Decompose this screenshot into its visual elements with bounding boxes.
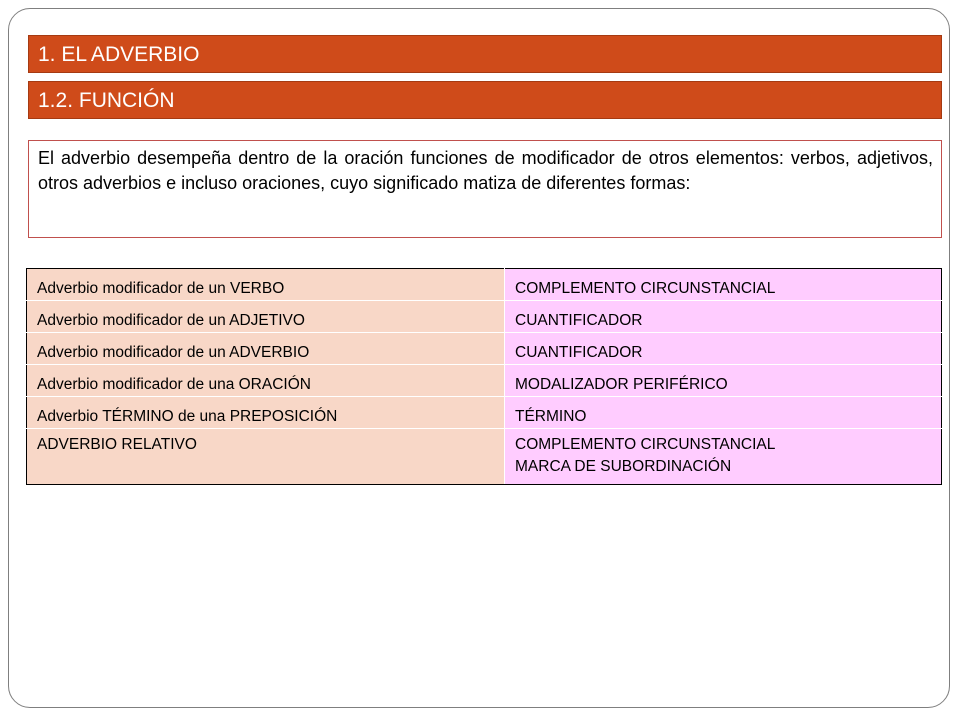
adverb-type-cell: Adverbio modificador de un ADJETIVO [27, 301, 505, 333]
function-line: MARCA DE SUBORDINACIÓN [515, 458, 732, 475]
adverb-function-cell [505, 301, 942, 333]
function-line: CUANTIFICADOR [515, 344, 643, 361]
adverb-type-cell: Adverbio modificador de un VERBO [27, 269, 505, 301]
table-row [27, 365, 942, 397]
adverb-function-cell [505, 397, 942, 429]
function-line: COMPLEMENTO CIRCUNSTANCIAL [515, 436, 776, 453]
function-line: COMPLEMENTO CIRCUNSTANCIAL [515, 280, 776, 297]
adverb-function-table [26, 268, 942, 485]
table-row [27, 269, 942, 301]
function-line: CUANTIFICADOR [515, 312, 643, 329]
adverb-function-cell [505, 333, 942, 365]
adverb-function-cell [505, 269, 942, 301]
intro-paragraph: El adverbio desempeña dentro de la oración funciones de modificador de otros elementos: verbos, adjetivos, otros adverbios e incluso oraciones, cuyo significado matiza de diferentes formas: [28, 140, 942, 238]
table-row [27, 397, 942, 429]
adverb-type-cell: Adverbio modificador de una ORACIÓN [27, 365, 505, 397]
adverb-function-cell [505, 429, 942, 485]
slide-title: 1. EL ADVERBIO [28, 35, 942, 73]
adverb-type-cell: Adverbio TÉRMINO de una PREPOSICIÓN [27, 397, 505, 429]
table-row [27, 429, 942, 485]
adverb-function-cell [505, 365, 942, 397]
adverb-type-cell: ADVERBIO RELATIVO [27, 429, 505, 485]
table-row [27, 301, 942, 333]
table-row [27, 333, 942, 365]
function-line: TÉRMINO [515, 408, 587, 425]
slide-subtitle: 1.2. FUNCIÓN [28, 81, 942, 119]
adverb-type-cell: Adverbio modificador de un ADVERBIO [27, 333, 505, 365]
function-line: MODALIZADOR PERIFÉRICO [515, 376, 728, 393]
